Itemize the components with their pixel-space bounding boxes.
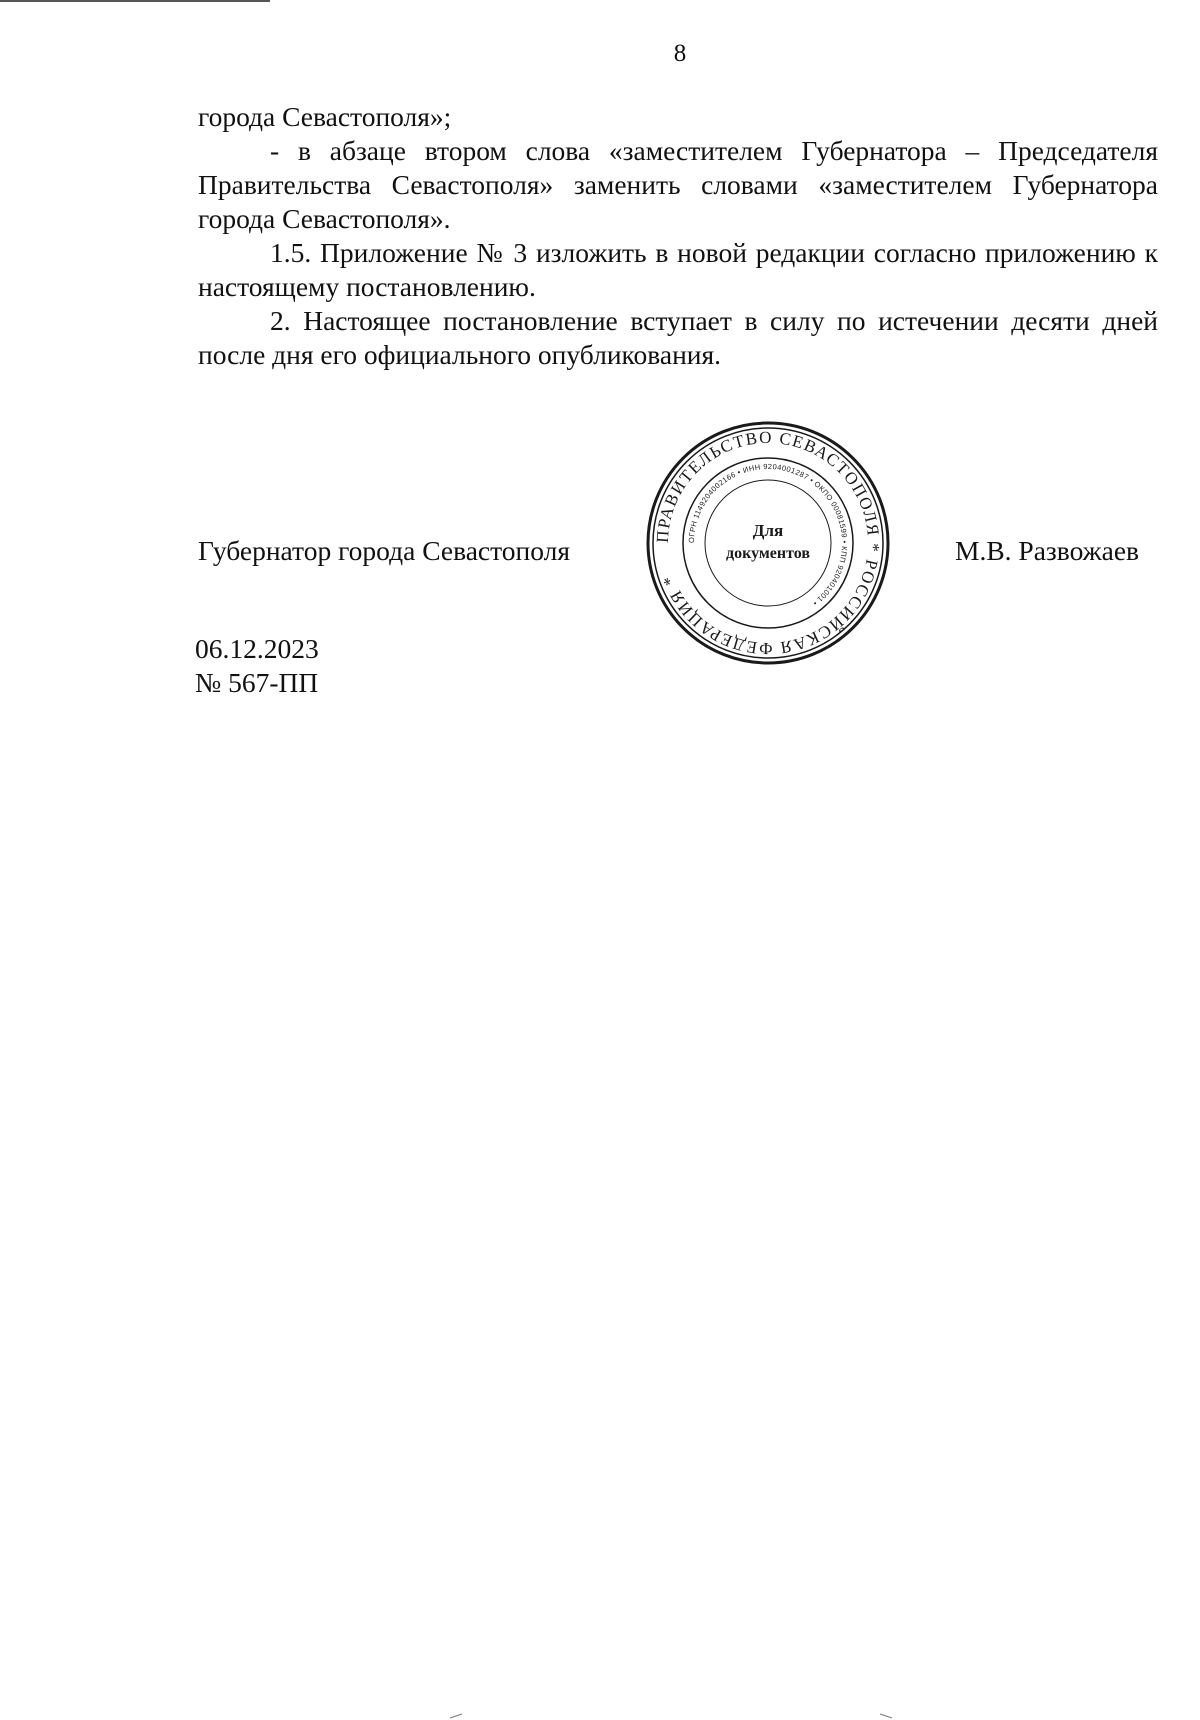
paragraph-continuation: города Севастополя»; (198, 101, 452, 132)
paragraph-item-1-5: 1.5. Приложение № 3 изложить в новой редакции согласно приложению к настоящему постановлению. (198, 237, 1158, 302)
signatory-name: М.В. Развожаев (955, 535, 1140, 566)
seal-inner-text: ОГРН 1149204002166 • ИНН 9204001287 • ОКПО 00081599 • КПП 920401001 • (686, 461, 850, 608)
document-body (198, 100, 1158, 372)
paragraph-item-2: 2. Настоящее постановление вступает в силу по истечении десяти дней после дня его официального опубликования. (198, 305, 1158, 370)
document-date: 06.12.2023 (195, 633, 319, 664)
seal-center-line2: документов (726, 545, 810, 562)
seal-center-line1: Для (752, 521, 784, 540)
signatory-title: Губернатор города Севастополя (198, 535, 570, 566)
page-number: 8 (673, 40, 687, 67)
official-seal (645, 420, 891, 666)
seal-outer-text: ПРАВИТЕЛЬСТВО СЕВАСТОПОЛЯ * РОССИЙСКАЯ ФЕДЕРАЦИЯ * (652, 427, 884, 659)
document-number: № 567-ПП (195, 667, 319, 698)
top-border-line (0, 0, 270, 2)
scan-edge-marks (0, 1712, 1200, 1720)
paragraph-amendment-second-paragraph: - в абзаце втором слова «заместителем Губернатора – Председателя Правительства Севастополя» заменить словами «заместителем Губернатора города Севастополя». (198, 135, 1158, 234)
